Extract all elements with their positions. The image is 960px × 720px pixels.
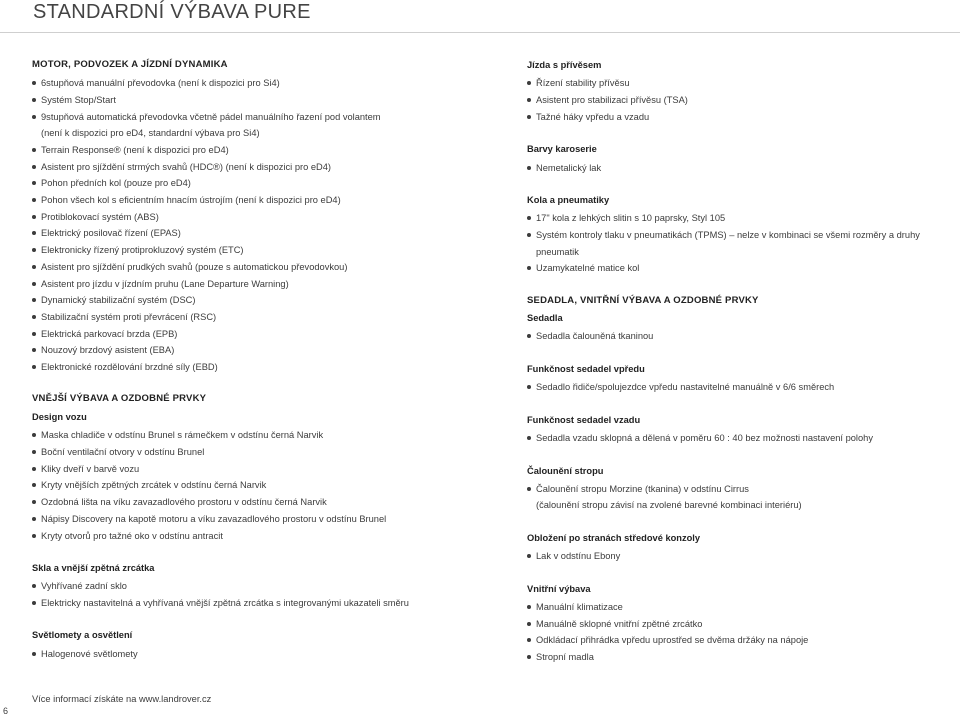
list-item-text: Nápisy Discovery na kapotě motoru a víku zavazadlového prostoru v odstínu Brunel	[41, 513, 387, 524]
section-title-seats: SEDADLA, VNITŘNÍ VÝBAVA A OZDOBNÉ PRVKY	[527, 294, 759, 306]
bullet-icon	[32, 265, 36, 269]
list-item-text: Dynamický stabilizační systém (DSC)	[41, 295, 196, 306]
bullet-icon	[32, 433, 36, 437]
list-item-text: Tažné háky vpředu a vzadu	[536, 111, 650, 122]
list-item-text: Stabilizační systém proti převrácení (RSC)	[41, 311, 217, 322]
bullet-icon	[527, 166, 531, 170]
list-item	[32, 528, 502, 544]
list-item	[32, 209, 502, 225]
right-column	[527, 57, 960, 667]
list-item	[527, 599, 960, 615]
list-item	[527, 160, 960, 176]
list-item-text: Elektricky nastavitelná a vyhřívaná vnější zpětná zrcátka s integrovanými ukazateli směru	[41, 598, 409, 609]
list-item-text: 17" kola z lehkých slitin s 10 paprsky, Styl 105	[536, 213, 726, 224]
bullet-icon	[527, 334, 531, 338]
subsection-title-glass: Skla a vnější zpětná zrcátka	[32, 562, 155, 573]
bullet-icon	[32, 248, 36, 252]
rear-seats-list	[527, 430, 960, 446]
list-item	[32, 477, 502, 493]
wheels-list	[527, 210, 960, 276]
section-glass	[32, 560, 502, 612]
list-item-text: Kryty otvorů pro tažné oko v odstínu antracit	[41, 530, 223, 541]
bullet-icon	[527, 554, 531, 558]
bullet-icon	[527, 98, 531, 102]
list-item	[32, 75, 502, 91]
subsection-title-headliner: Čalounění stropu	[527, 465, 604, 476]
bullet-icon	[32, 282, 36, 286]
bullet-icon	[32, 298, 36, 302]
footer-website-text: Více informací získáte na www.landrover.cz	[32, 694, 212, 704]
bullet-icon	[32, 467, 36, 471]
interior-list	[527, 599, 960, 666]
section-motor	[32, 57, 502, 375]
list-item-text: Protiblokovací systém (ABS)	[41, 211, 159, 222]
list-item	[32, 427, 502, 443]
list-item	[527, 75, 960, 91]
subsection-title-front-seats: Funkčnost sedadel vpředu	[527, 363, 645, 374]
glass-list	[32, 578, 502, 611]
list-item	[32, 192, 502, 208]
list-item-text: Odkládací přihrádka vpředu uprostřed se dvěma držáky na nápoje	[536, 635, 809, 646]
list-item	[32, 242, 502, 258]
bullet-icon	[32, 584, 36, 588]
section-paint	[527, 141, 960, 176]
list-item-text: Terrain Response® (není k dispozici pro eD4)	[41, 144, 229, 155]
lights-list	[32, 646, 502, 662]
list-item	[32, 578, 502, 594]
towing-list	[527, 75, 960, 125]
bullet-icon	[32, 348, 36, 352]
subsection-title-console: Obložení po stranách středové konzoly	[527, 532, 701, 543]
seats-list	[527, 328, 960, 344]
subsection-title-wheels: Kola a pneumatiky	[527, 195, 610, 206]
list-item	[527, 548, 960, 564]
list-item-text: Vyhřívané zadní sklo	[41, 581, 127, 592]
section-lights	[32, 627, 502, 662]
list-item-text: Boční ventilační otvory v odstínu Brunel	[41, 446, 205, 457]
bullet-icon	[527, 81, 531, 85]
bullet-icon	[32, 165, 36, 169]
list-item-text: Asistent pro sjíždění strmých svahů (HDC®) (není k dispozici pro eD4)	[41, 161, 331, 172]
list-item-text: Čalounění stropu Morzine (tkanina) v odstínu Cirrus (čalounění stropu závisí na zvolené barevné kombinaci interiéru)	[536, 483, 802, 511]
list-item	[32, 92, 502, 108]
list-item	[32, 444, 502, 460]
subsection-title-interior: Vnitřní výbava	[527, 583, 591, 594]
list-item-text: 6stupňová manuální převodovka (není k dispozici pro Si4)	[41, 78, 280, 89]
bullet-icon	[527, 622, 531, 626]
list-item	[32, 259, 502, 275]
section-seats	[527, 293, 960, 345]
subsection-title-paint: Barvy karoserie	[527, 144, 597, 155]
list-item-text: Asistent pro sjíždění prudkých svahů (pouze s automatickou převodovkou)	[41, 261, 348, 272]
bullet-icon	[32, 534, 36, 538]
left-column	[32, 57, 502, 664]
list-item-text: 9stupňová automatická převodovka včetně pádel manuálního řazení pod volantem (není k dispozici pro eD4, standardní výbava pro Si4)	[41, 111, 381, 139]
list-item	[32, 142, 502, 158]
list-item	[527, 328, 960, 344]
list-item-text: Pohon všech kol s eficientním hnacím ústrojím (není k dispozici pro eD4)	[41, 195, 341, 206]
list-item-text: Kryty vnějších zpětných zrcátek v odstínu černá Narvik	[41, 480, 267, 491]
subsection-title-seats: Sedadla	[527, 313, 563, 324]
list-item-text: Elektronické rozdělování brzdné síly (EBD)	[41, 362, 218, 373]
front-seats-list	[527, 379, 960, 395]
bullet-icon	[32, 315, 36, 319]
bullet-icon	[32, 181, 36, 185]
list-item-text: Manuální klimatizace	[536, 601, 623, 612]
list-item-text: Halogenové světlomety	[41, 648, 138, 659]
bullet-icon	[32, 652, 36, 656]
bullet-icon	[32, 81, 36, 85]
list-item-text: Maska chladiče v odstínu Brunel s rámečkem v odstínu černá Narvik	[41, 430, 324, 441]
bullet-icon	[527, 638, 531, 642]
list-item	[32, 461, 502, 477]
list-item	[32, 292, 502, 308]
motor-list	[32, 75, 502, 375]
headliner-list	[527, 481, 960, 514]
paint-list	[527, 160, 960, 176]
list-item-text: Sedadlo řidiče/spolujezdce vpředu nastavitelné manuálně v 6/6 směrech	[536, 382, 835, 393]
list-item	[32, 359, 502, 375]
bullet-icon	[32, 332, 36, 336]
bullet-icon	[32, 483, 36, 487]
list-item-text: Nemetalický lak	[536, 162, 602, 173]
list-item	[527, 109, 960, 125]
list-item	[32, 309, 502, 325]
list-item	[527, 92, 960, 108]
section-front-seats	[527, 361, 960, 396]
section-towing	[527, 57, 960, 125]
bullet-icon	[32, 198, 36, 202]
list-item-text: Asistent pro stabilizaci přívěsu (TSA)	[536, 95, 688, 106]
list-item	[32, 595, 502, 611]
section-interior	[527, 581, 960, 666]
subsection-title-lights: Světlomety a osvětlení	[32, 630, 133, 641]
section-console	[527, 530, 960, 565]
list-item-text: Elektrická parkovací brzda (EPB)	[41, 328, 178, 339]
list-item-text: Nouzový brzdový asistent (EBA)	[41, 345, 175, 356]
list-item	[32, 511, 502, 527]
section-exterior	[32, 391, 502, 543]
bullet-icon	[527, 266, 531, 270]
list-item-text: Manuálně sklopné vnitřní zpětné zrcátko	[536, 618, 703, 629]
bullet-icon	[32, 115, 36, 119]
list-item-text: Ozdobná lišta na víku zavazadlového prostoru v odstínu černá Narvik	[41, 497, 327, 508]
list-item	[527, 481, 960, 514]
section-wheels	[527, 192, 960, 277]
bullet-icon	[527, 233, 531, 237]
section-title-exterior: VNĚJŠÍ VÝBAVA A OZDOBNÉ PRVKY	[32, 393, 207, 405]
subsection-title-design: Design vozu	[32, 411, 87, 422]
bullet-icon	[32, 231, 36, 235]
subsection-title-rear-seats: Funkčnost sedadel vzadu	[527, 414, 641, 425]
list-item-text: Stropní madla	[536, 652, 594, 663]
list-item	[527, 260, 960, 276]
list-item-text: Systém kontroly tlaku v pneumatikách (TPMS) – nelze v kombinaci se všemi rozměry a druhy pneumatik	[536, 230, 920, 257]
list-item-text: Elektrický posilovač řízení (EPAS)	[41, 228, 181, 239]
bullet-icon	[32, 148, 36, 152]
list-item	[527, 430, 960, 446]
list-item	[527, 632, 960, 648]
list-item	[32, 225, 502, 241]
section-title-motor: MOTOR, PODVOZEK A JÍZDNÍ DYNAMIKA	[32, 59, 228, 70]
header-divider	[0, 32, 960, 33]
list-item-text: Elektronicky řízený protiprokluzový systém (ETC)	[41, 245, 244, 256]
section-rear-seats	[527, 412, 960, 447]
list-item	[32, 109, 502, 142]
console-list	[527, 548, 960, 564]
page-number: 6	[3, 706, 9, 716]
bullet-icon	[32, 365, 36, 369]
list-item	[32, 494, 502, 510]
list-item	[527, 379, 960, 395]
list-item	[32, 159, 502, 175]
bullet-icon	[32, 517, 36, 521]
list-item-text: Sedadla vzadu sklopná a dělená v poměru 60 : 40 bez možnosti nastavení polohy	[536, 433, 873, 444]
bullet-icon	[527, 487, 531, 491]
section-headliner	[527, 463, 960, 514]
list-item	[32, 276, 502, 292]
list-item-text: Uzamykatelné matice kol	[536, 263, 640, 274]
list-item-text: Pohon předních kol (pouze pro eD4)	[41, 178, 191, 189]
list-item-text: Lak v odstínu Ebony	[536, 551, 621, 562]
bullet-icon	[527, 655, 531, 659]
list-item-text: Asistent pro jízdu v jízdním pruhu (Lane Departure Warning)	[41, 278, 289, 289]
list-item	[32, 326, 502, 342]
bullet-icon	[32, 450, 36, 454]
list-item	[527, 616, 960, 632]
list-item	[32, 646, 502, 662]
list-item-text: Kliky dveří v barvě vozu	[41, 463, 140, 474]
bullet-icon	[32, 601, 36, 605]
bullet-icon	[527, 605, 531, 609]
list-item-text: Systém Stop/Start	[41, 95, 116, 106]
bullet-icon	[527, 216, 531, 220]
bullet-icon	[527, 115, 531, 119]
list-item-text: Řízení stability přívěsu	[536, 78, 630, 89]
list-item	[527, 227, 960, 260]
bullet-icon	[32, 98, 36, 102]
list-item	[527, 210, 960, 226]
list-item	[527, 649, 960, 665]
list-item	[32, 342, 502, 358]
design-list	[32, 427, 502, 544]
bullet-icon	[32, 500, 36, 504]
bullet-icon	[32, 215, 36, 219]
subsection-title-towing: Jízda s přívěsem	[527, 60, 602, 70]
bullet-icon	[527, 436, 531, 440]
list-item	[32, 175, 502, 191]
page-title: STANDARDNÍ VÝBAVA PURE	[33, 1, 311, 23]
bullet-icon	[527, 385, 531, 389]
list-item-text: Sedadla čalouněná tkaninou	[536, 331, 654, 342]
